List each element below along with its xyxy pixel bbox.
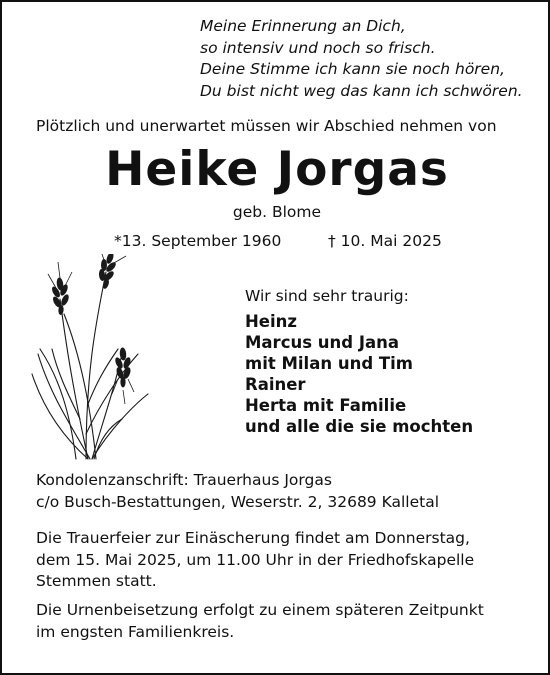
mourner-name: Heinz (245, 312, 298, 331)
urn-line: Die Urnenbeisetzung erfolgt zu einem späteren Zeitpunkt (36, 601, 484, 619)
wheat-ears-icon (30, 254, 150, 464)
mourners-list (245, 311, 473, 437)
poem-line: so intensiv und noch so frisch. (200, 38, 436, 57)
poem-line: Deine Stimme ich kann sie noch hören, (200, 60, 505, 78)
funeral-line: dem 15. Mai 2025, um 11.00 Uhr in der Friedhofskapelle (36, 550, 475, 569)
condolence-line: Kondolenzanschrift: Trauerhaus Jorgas (36, 471, 332, 489)
mourner-name: Marcus und Jana (245, 333, 399, 352)
mourner-name: und alle die sie mochten (245, 417, 474, 436)
death-date: † 10. Mai 2025 (328, 232, 442, 250)
mourner-name: Herta mit Familie (245, 396, 407, 415)
funeral-line: Die Trauerfeier zur Einäscherung findet am Donnerstag, (36, 529, 470, 547)
birth-date: *13. September 1960 (114, 232, 282, 250)
mourning-intro: Wir sind sehr traurig: (245, 287, 409, 305)
condolence-address (36, 470, 439, 513)
farewell-intro: Plötzlich und unerwartet müssen wir Abschied nehmen von (36, 117, 497, 135)
urn-burial-info (36, 600, 484, 643)
mourner-name: mit Milan und Tim (245, 354, 413, 373)
deceased-name: Heike Jorgas (105, 142, 449, 197)
funeral-info (36, 528, 474, 593)
funeral-line: Stemmen statt. (36, 572, 157, 590)
poem-line: Meine Erinnerung an Dich, (200, 17, 406, 35)
poem-line: Du bist nicht weg das kann ich schwören. (200, 81, 523, 100)
maiden-name: geb. Blome (232, 203, 322, 221)
urn-line: im engsten Familienkreis. (36, 622, 235, 641)
mourner-name: Rainer (245, 375, 306, 394)
condolence-line: c/o Busch-Bestattungen, Weserstr. 2, 32689 Kalletal (36, 492, 440, 511)
memorial-poem (200, 16, 523, 102)
